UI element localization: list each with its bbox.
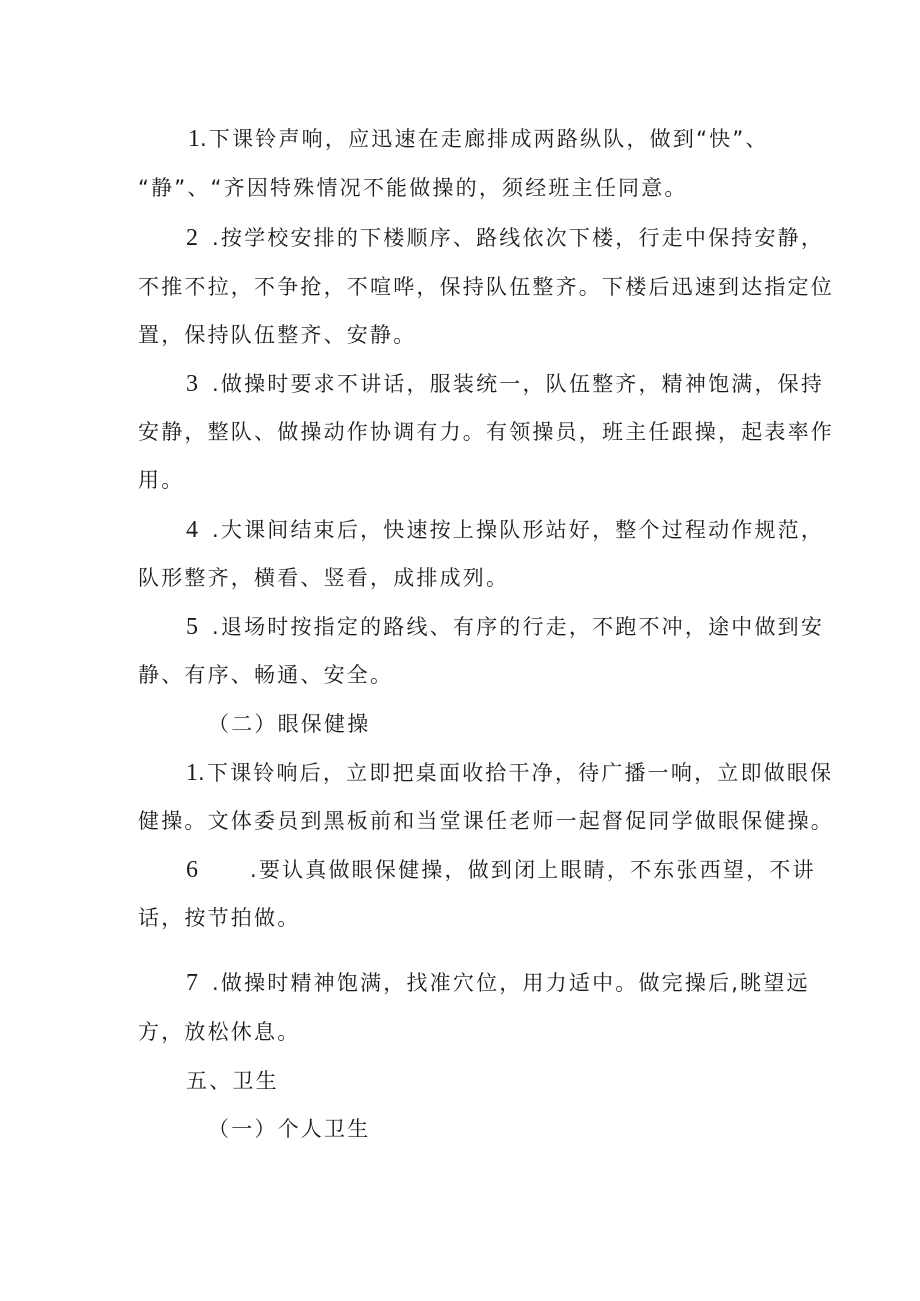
eye-paragraph-3-line-2: 方，放松休息。 [138,1020,301,1044]
paragraph-3-line-2: 安静，整队、做操动作协调有力。有领操员，班主任跟操，起表率作 [138,420,834,444]
paragraph-text: .下课铃响后，立即把桌面收拾干净，待广播一响，立即做眼保 [198,761,834,785]
item-number: 3 [186,371,198,397]
paragraph-4-line-2: 队形整齐，横看、竖看，成排成列。 [138,566,510,590]
item-number: 2 [186,225,198,251]
paragraph-1-line-2: “静”、“齐因特殊情况不能做操的，须经班主任同意。 [138,176,688,200]
subheading-personal-hygiene: （一）个人卫生 [208,1117,371,1141]
paragraph-4-line-1 [186,515,824,545]
paragraph-text: .做操时精神饱满，找准穴位，用力适中。做完操后,眺望远 [212,971,810,995]
paragraph-1-line-1 [188,124,769,154]
paragraph-text: .做操时要求不讲话，服装统一，队伍整齐，精神饱满，保持 [212,372,825,396]
section-heading-hygiene: 五、卫生 [186,1069,279,1093]
item-number: 1 [186,760,198,786]
item-number: 5 [186,614,198,640]
paragraph-5-line-1 [186,612,824,642]
paragraph-2-line-3: 置，保持队伍整齐、安静。 [138,323,417,347]
subheading-eye-exercises: （二）眼保健操 [208,712,371,736]
paragraph-3-line-3: 用。 [138,468,185,492]
eye-paragraph-1-line-2: 健操。文体委员到黑板前和当堂课任老师一起督促同学做眼保健操。 [138,809,834,833]
eye-paragraph-2-line-2: 话，按节拍做。 [138,906,301,930]
item-number: 6 [186,857,198,883]
paragraph-text: .大课间结束后，快速按上操队形站好，整个过程动作规范， [212,518,825,542]
paragraph-5-line-2: 静、有序、畅通、安全。 [138,663,394,687]
paragraph-text: .要认真做眼保健操，做到闭上眼睛，不东张西望，不讲 [250,858,816,882]
item-number: 7 [186,970,198,996]
eye-paragraph-3-line-1 [186,968,810,998]
eye-paragraph-2-line-1 [186,855,816,885]
item-number: 1 [188,126,200,152]
paragraph-text: .退场时按指定的路线、有序的行走，不跑不冲，途中做到安 [212,615,825,639]
paragraph-text: .下课铃声响，应迅速在走廊排成两路纵队，做到“快”、 [200,127,769,151]
paragraph-2-line-1 [186,223,824,253]
paragraph-text: .按学校安排的下楼顺序、路线依次下楼，行走中保持安静， [212,226,825,250]
paragraph-3-line-1 [186,369,824,399]
paragraph-2-line-2: 不推不拉，不争抢，不喧哗，保持队伍整齐。下楼后迅速到达指定位 [138,275,834,299]
item-number: 4 [186,517,198,543]
eye-paragraph-1-line-1 [186,758,833,788]
